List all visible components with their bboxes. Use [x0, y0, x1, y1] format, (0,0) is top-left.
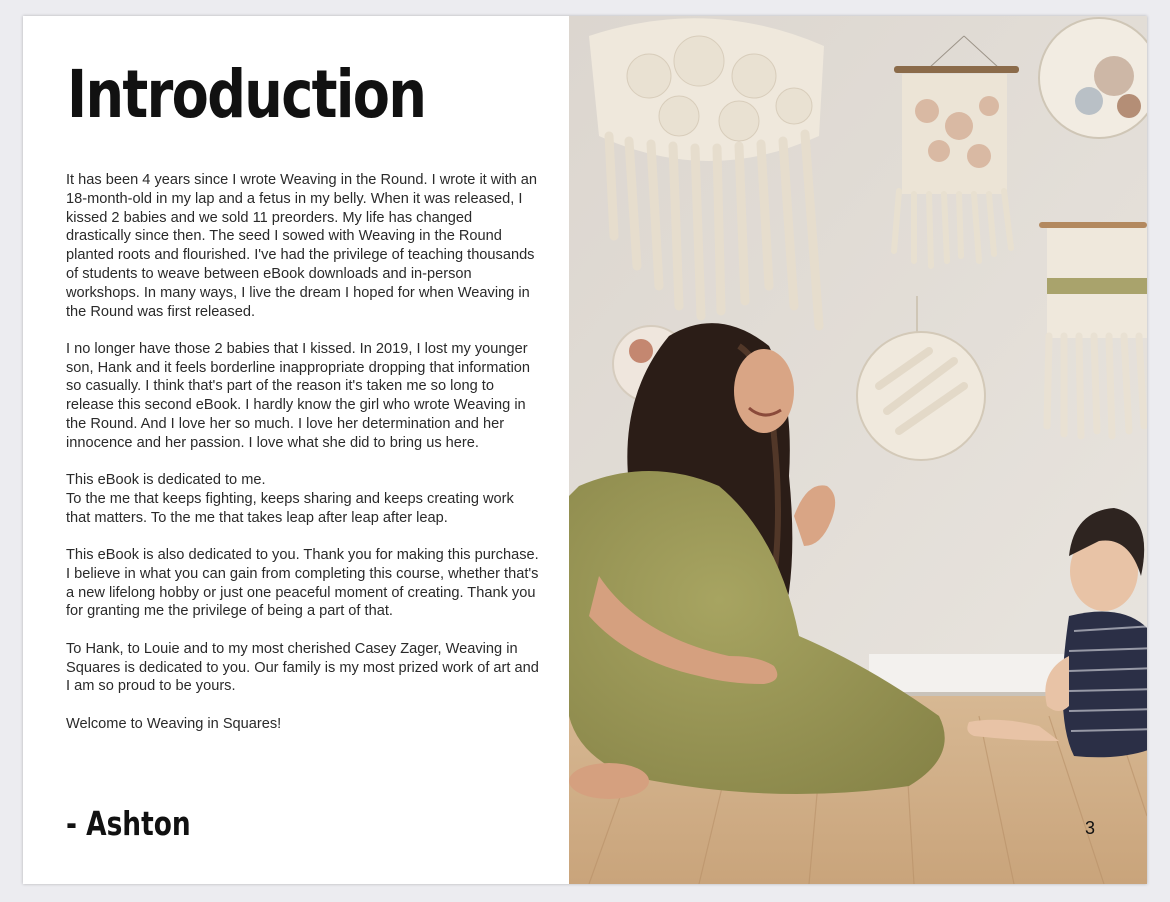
paragraph-dedication-you: This eBook is also dedicated to you. Thank you for making this purchase. I believe in what you can gain from completing this course, whether that's a new lifelong hobby or just one peaceful moment of creating. Thank you for granting me the privilege of being a part of that. [66, 547, 539, 620]
photo-mother-and-baby [569, 16, 1147, 884]
signature: - Ashton [66, 804, 191, 843]
text-column [23, 16, 569, 884]
paragraph-dedication-me-detail: To the me that keeps fighting, keeps sharing and keeps creating work that matters. To the me that takes leap after leap after leap. [66, 490, 514, 526]
page-number: 3 [1084, 818, 1095, 838]
body-text [66, 171, 541, 752]
woman-face [734, 349, 794, 433]
paragraph-dedication-me: This eBook is dedicated to me. [66, 472, 266, 489]
paragraph-welcome: Welcome to Weaving in Squares! [66, 715, 282, 732]
paragraph-intro: It has been 4 years since I wrote Weaving in the Round. I wrote it with an 18-month-old in my lap and a fetus in my belly. When it was released, I kissed 2 babies and we sold 11 preorders. My life has changed drastically since then. The seed I sowed with Weaving in the Round planted roots and flourished. I've had the privilege of teaching thousands of students to weave between eBook downloads and in-person workshops. In many ways, I live the dream I hoped for when Weaving in the Round was first released. [66, 172, 538, 320]
weaving-circle-top-right [1039, 18, 1147, 138]
paragraph-loss: I no longer have those 2 babies that I kissed. In 2019, I lost my younger son, Hank and it feels borderline inappropriate dropping that information so casually. I think that's part of the reason it's taken me so long to release this second eBook. I hardly know the girl who wrote Weaving in the Round. And I love her so much. I love her determination and her innocence and her passion. I love what she did to bring us here. [66, 340, 531, 451]
paragraph-family: To Hank, to Louie and to my most cherished Casey Zager, Weaving in Squares is dedicated to you. Our family is my most prized work of art and I am so proud to be yours. [66, 640, 539, 695]
page-title: Introduction [67, 56, 426, 133]
ebook-page [23, 16, 1147, 884]
